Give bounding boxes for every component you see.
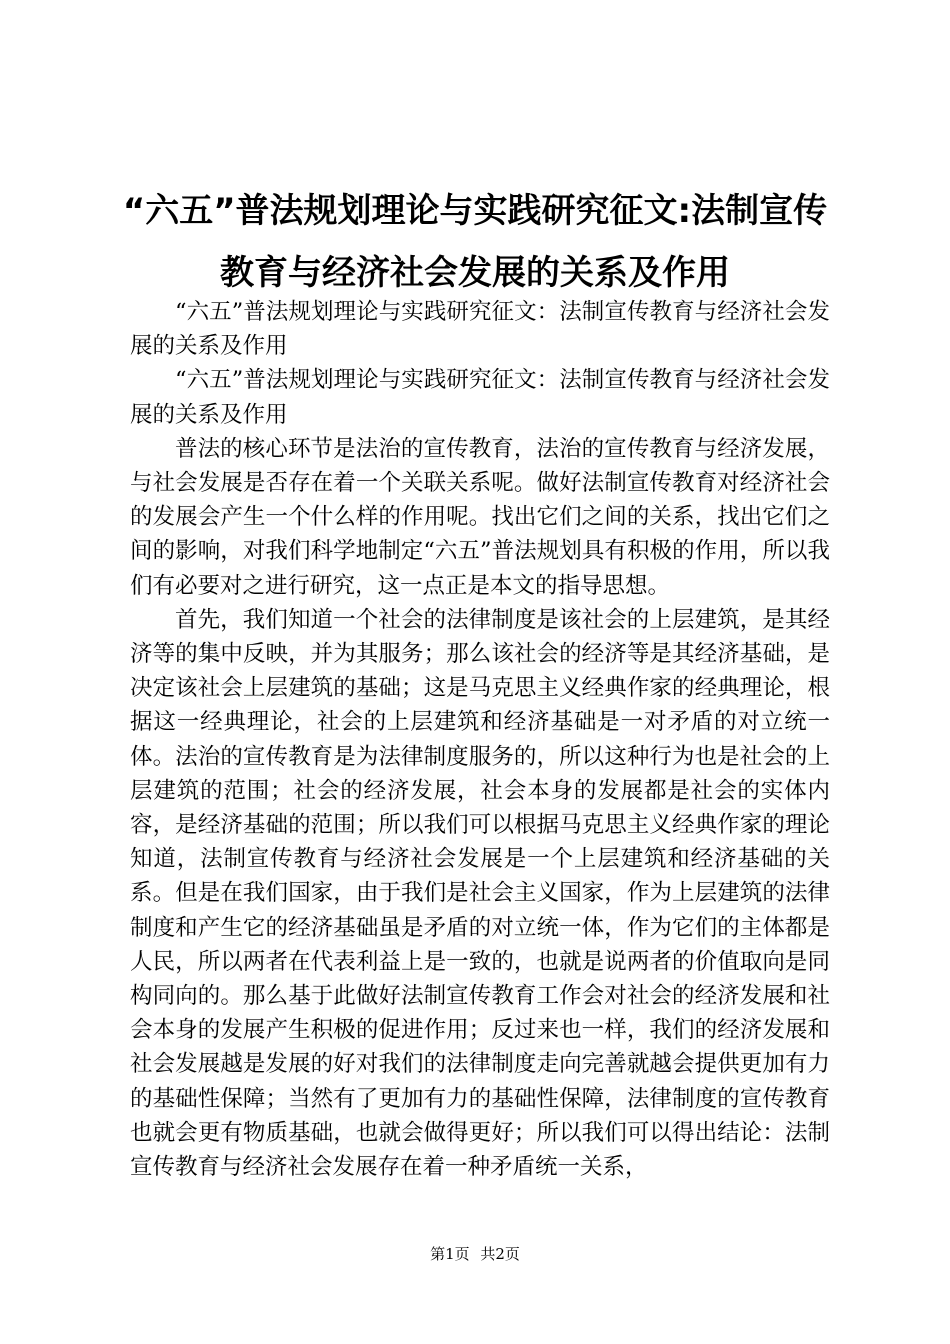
paragraph: “六五”普法规划理论与实践研究征文：法制宣传教育与经济社会发展的关系及作用 [130, 299, 830, 360]
document-body [130, 295, 830, 1184]
page-total: 共2页 [480, 1245, 520, 1263]
paragraph: 普法的核心环节是法治的宣传教育，法治的宣传教育与经济发展，与社会发展是否存在着一个关联关系呢。做好法制宣传教育对经济社会的发展会产生一个什么样的作用呢。找出它们之间的关系，找出它们之间的影响，对我们科学地制定“六五”普法规划具有积极的作用，所以我们有必要对之进行研究，这一点正是本文的指导思想。 [130, 435, 830, 599]
page-footer [0, 1244, 950, 1264]
paragraph: 首先，我们知道一个社会的法律制度是该社会的上层建筑，是其经济等的集中反映，并为其服务；那么该社会的经济等是其经济基础，是决定该社会上层建筑的基础；这是马克思主义经典作家的经典理论，根据这一经典理论，社会的上层建筑和经济基础是一对矛盾的对立统一体。法治的宣传教育是为法律制度服务的，所以这种行为也是社会的上层建筑的范围；社会的经济发展，社会本身的发展都是社会的实体内容，是经济基础的范围；所以我们可以根据马克思主义经典作家的理论知道，法制宣传教育与经济社会发展是一个上层建筑和经济基础的关系。但是在我们国家，由于我们是社会主义国家，作为上层建筑的法律制度和产生它的经济基础虽是矛盾的对立统一体，作为它们的主体都是人民，所以两者在代表利益上是一致的，也就是说两者的价值取向是同构同向的。那么基于此做好法制宣传教育工作会对社会的经济发展和社会本身的发展产生积极的促进作用；反过来也一样，我们的经济发展和社会发展越是发展的好对我们的法律制度走向完善就越会提供更加有力的基础性保障；当然有了更加有力的基础性保障，法律制度的宣传教育也就会更有物质基础，也就会做得更好；所以我们可以得出结论：法制宣传教育与经济社会发展存在着一种矛盾统一关系， [130, 606, 830, 1181]
page-number: 第1页 [430, 1245, 470, 1263]
paragraph: “六五”普法规划理论与实践研究征文：法制宣传教育与经济社会发展的关系及作用 [130, 367, 830, 428]
document-title: “六五”普法规划理论与实践研究征文:法制宣传教育与经济社会发展的关系及作用 [122, 191, 828, 293]
